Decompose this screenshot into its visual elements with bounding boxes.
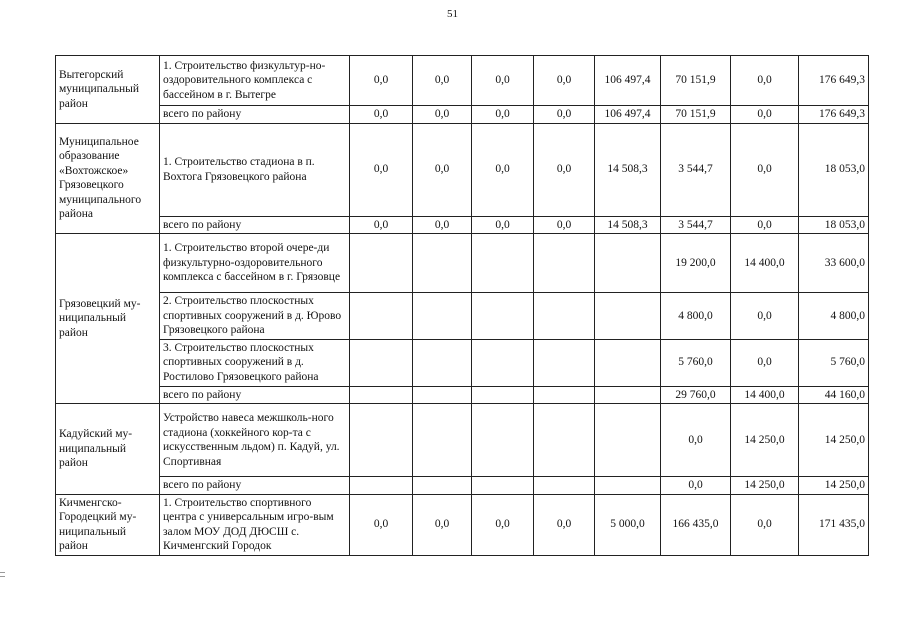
value-cell: 0,0	[534, 123, 595, 216]
district-name: Грязовецкий му-ниципальный район	[56, 234, 160, 404]
value-cell	[350, 386, 413, 404]
value-cell: 106 497,4	[595, 106, 661, 124]
value-cell: 176 649,3	[799, 56, 869, 106]
value-cell: 3 544,7	[661, 123, 731, 216]
district-name: Кичменгско-Городецкий му-ниципальный район	[56, 494, 160, 555]
value-cell: 3 544,7	[661, 216, 731, 234]
page-number: 51	[447, 8, 458, 20]
value-cell	[534, 234, 595, 293]
value-cell	[534, 404, 595, 477]
total-row	[56, 386, 869, 404]
value-cell: 14 508,3	[595, 123, 661, 216]
value-cell: 0,0	[534, 216, 595, 234]
value-cell: 19 200,0	[661, 234, 731, 293]
value-cell: 0,0	[731, 123, 799, 216]
value-cell: 106 497,4	[595, 56, 661, 106]
value-cell: 0,0	[534, 494, 595, 555]
project-name: Устройство навеса межшколь-ного стадиона (хоккейного кор-та с искусственным льдом) п. Кадуй, ул. Спортивная	[160, 404, 350, 477]
margin-tick	[0, 572, 5, 573]
value-cell: 18 053,0	[799, 123, 869, 216]
value-cell: 0,0	[350, 123, 413, 216]
value-cell	[413, 386, 472, 404]
table-row	[56, 293, 869, 340]
value-cell: 14 250,0	[799, 477, 869, 495]
value-cell: 0,0	[350, 494, 413, 555]
value-cell: 29 760,0	[661, 386, 731, 404]
total-label: всего по району	[160, 386, 350, 404]
value-cell	[472, 404, 534, 477]
value-cell	[472, 477, 534, 495]
value-cell: 0,0	[472, 216, 534, 234]
value-cell: 0,0	[413, 216, 472, 234]
project-name: 1. Строительство спортивного центра с универсальным игро-вым залом МОУ ДОД ДЮСШ с. Кичменгский Городок	[160, 494, 350, 555]
project-name: 1. Строительство второй очере-ди физкультурно-оздоровительного комплекса с бассейном в г. Грязовце	[160, 234, 350, 293]
value-cell	[595, 234, 661, 293]
value-cell	[350, 234, 413, 293]
value-cell	[413, 339, 472, 386]
value-cell: 0,0	[472, 106, 534, 124]
project-name: 1. Строительство физкультур-но-оздоровительного комплекса с бассейном в г. Вытегре	[160, 56, 350, 106]
value-cell: 0,0	[413, 494, 472, 555]
value-cell: 14 400,0	[731, 234, 799, 293]
value-cell: 176 649,3	[799, 106, 869, 124]
district-name: Кадуйский му-ниципальный район	[56, 404, 160, 495]
value-cell: 0,0	[534, 56, 595, 106]
value-cell: 0,0	[350, 56, 413, 106]
value-cell: 0,0	[472, 123, 534, 216]
value-cell: 0,0	[472, 56, 534, 106]
value-cell	[472, 386, 534, 404]
value-cell: 0,0	[413, 106, 472, 124]
value-cell	[413, 477, 472, 495]
value-cell: 44 160,0	[799, 386, 869, 404]
value-cell	[534, 386, 595, 404]
value-cell: 0,0	[413, 56, 472, 106]
value-cell	[534, 339, 595, 386]
total-row	[56, 477, 869, 495]
value-cell	[413, 293, 472, 340]
value-cell: 0,0	[661, 404, 731, 477]
value-cell: 166 435,0	[661, 494, 731, 555]
value-cell: 70 151,9	[661, 56, 731, 106]
value-cell	[595, 386, 661, 404]
value-cell: 4 800,0	[661, 293, 731, 340]
table-row	[56, 234, 869, 293]
value-cell	[472, 293, 534, 340]
table-row	[56, 56, 869, 106]
value-cell: 14 250,0	[799, 404, 869, 477]
value-cell: 0,0	[731, 56, 799, 106]
value-cell: 5 760,0	[661, 339, 731, 386]
value-cell: 14 250,0	[731, 477, 799, 495]
value-cell	[534, 477, 595, 495]
value-cell: 33 600,0	[799, 234, 869, 293]
value-cell: 5 000,0	[595, 494, 661, 555]
value-cell: 171 435,0	[799, 494, 869, 555]
value-cell: 0,0	[413, 123, 472, 216]
value-cell: 14 400,0	[731, 386, 799, 404]
table-row	[56, 494, 869, 555]
value-cell: 0,0	[350, 216, 413, 234]
district-name: Вытегорский муниципальный район	[56, 56, 160, 124]
financing-table	[55, 55, 869, 556]
value-cell	[595, 404, 661, 477]
project-name: 1. Строительство стадиона в п. Вохтога Грязовецкого района	[160, 123, 350, 216]
value-cell: 0,0	[731, 106, 799, 124]
total-row	[56, 106, 869, 124]
district-name: Муниципальное образование «Вохтожское» Грязовецкого муниципального района	[56, 123, 160, 234]
value-cell: 0,0	[534, 106, 595, 124]
total-label: всего по району	[160, 216, 350, 234]
value-cell: 18 053,0	[799, 216, 869, 234]
value-cell: 0,0	[472, 494, 534, 555]
value-cell: 14 250,0	[731, 404, 799, 477]
value-cell	[350, 339, 413, 386]
value-cell	[595, 477, 661, 495]
value-cell	[534, 293, 595, 340]
table-row	[56, 404, 869, 477]
value-cell	[595, 293, 661, 340]
value-cell	[350, 404, 413, 477]
value-cell	[413, 404, 472, 477]
total-row	[56, 216, 869, 234]
value-cell: 14 508,3	[595, 216, 661, 234]
value-cell	[595, 339, 661, 386]
value-cell: 0,0	[731, 216, 799, 234]
value-cell: 0,0	[350, 106, 413, 124]
table-row	[56, 123, 869, 216]
table-row	[56, 339, 869, 386]
value-cell: 0,0	[731, 293, 799, 340]
value-cell	[350, 293, 413, 340]
value-cell	[472, 339, 534, 386]
value-cell	[472, 234, 534, 293]
value-cell: 4 800,0	[799, 293, 869, 340]
project-name: 3. Строительство плоскостных спортивных сооружений в д. Ростилово Грязовецкого района	[160, 339, 350, 386]
value-cell	[350, 477, 413, 495]
value-cell: 0,0	[731, 494, 799, 555]
value-cell: 0,0	[731, 339, 799, 386]
total-label: всего по району	[160, 477, 350, 495]
margin-tick	[0, 576, 5, 577]
total-label: всего по району	[160, 106, 350, 124]
value-cell: 5 760,0	[799, 339, 869, 386]
value-cell	[413, 234, 472, 293]
project-name: 2. Строительство плоскостных спортивных сооружений в д. Юрово Грязовецкого района	[160, 293, 350, 340]
value-cell: 70 151,9	[661, 106, 731, 124]
value-cell: 0,0	[661, 477, 731, 495]
